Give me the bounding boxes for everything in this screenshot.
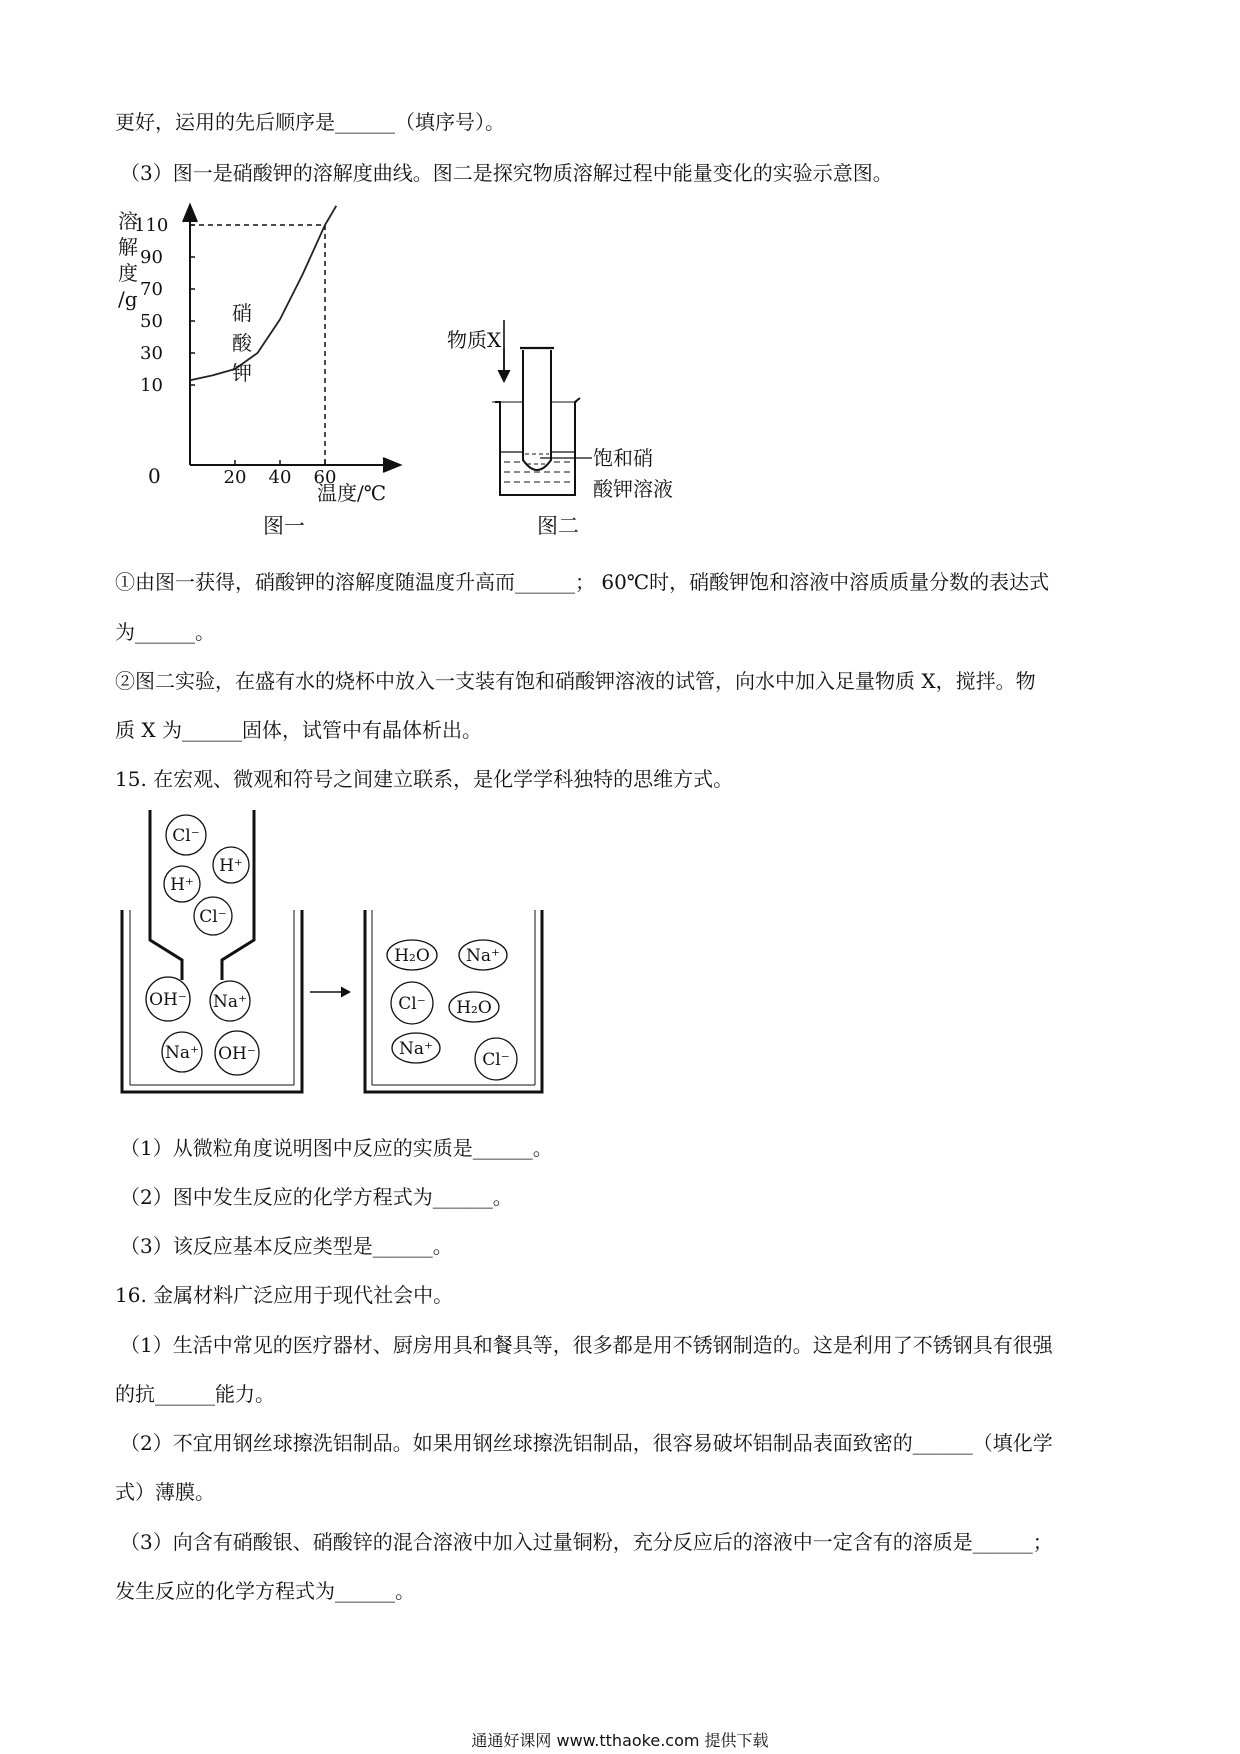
chart-ticks: [190, 225, 325, 465]
question-16-2: （2）不宜用钢丝球擦洗铝制品。如果用钢丝球擦洗铝制品，很容易破坏铝制品表面致密的______（填化学: [120, 1431, 1053, 1455]
particle-na-3: [459, 940, 507, 970]
text-line-17: 发生反应的化学方程式为______。: [115, 1579, 415, 1603]
x-axis-label: 温度/℃: [317, 481, 387, 505]
curve-label-char-2: 酸: [232, 331, 252, 355]
y-tick-50: 50: [140, 311, 163, 332]
y-tick-70: 70: [140, 279, 163, 300]
solution-label-line-2: 酸钾溶液: [593, 477, 673, 501]
svg-text:Cl⁻: Cl⁻: [482, 1050, 510, 1070]
figure-1-caption: 图一: [263, 514, 305, 538]
question-14-3-1: ①由图一获得，硝酸钾的溶解度随温度升高而______； 60℃时，硝酸钾饱和溶液中溶质质量分数的表达式: [115, 570, 1050, 594]
y-axis-arrow: [183, 205, 197, 222]
question-16-3: （3）向含有硝酸银、硝酸锌的混合溶液中加入过量铜粉，充分反应后的溶液中一定含有的溶质是______；: [120, 1530, 1053, 1554]
y-tick-110: 110: [134, 215, 169, 236]
text-line-6: 质 X 为______固体，试管中有晶体析出。: [115, 718, 482, 742]
origin-label: 0: [148, 464, 161, 488]
chart-axes: [183, 205, 400, 472]
question-14-3: （3）图一是硝酸钾的溶解度曲线。图二是探究物质溶解过程中能量变化的实验示意图。: [120, 161, 893, 185]
solution-label-line-1: 饱和硝: [593, 446, 653, 470]
particle-oh-1: [146, 977, 190, 1021]
y-tick-90: 90: [140, 247, 163, 268]
solubility-chart: [110, 200, 430, 530]
svg-text:Na⁺: Na⁺: [399, 1039, 433, 1059]
particle-cl-3: [391, 982, 433, 1024]
particle-cl-2: [194, 897, 232, 935]
text-line-13: 的抗______能力。: [115, 1382, 275, 1406]
particle-oh-2: [215, 1031, 259, 1075]
ylabel-char-3: 度: [118, 261, 138, 285]
particle-h-1: [213, 847, 249, 883]
x-tick-60: 60: [313, 467, 337, 488]
neutralization-diagram: [110, 800, 560, 1100]
ylabel-char-4: /g: [118, 287, 138, 311]
svg-text:Cl⁻: Cl⁻: [199, 907, 227, 927]
question-15: 15. 在宏观、微观和符号之间建立联系，是化学学科独特的思维方式。: [115, 767, 734, 791]
figure-2-caption: 图二: [537, 514, 579, 538]
svg-text:Cl⁻: Cl⁻: [172, 826, 200, 846]
curve-label-char-3: 钾: [232, 361, 252, 385]
question-15-3: （3）该反应基本反应类型是______。: [120, 1234, 453, 1258]
particle-na-4: [392, 1033, 440, 1063]
question-15-1: （1）从微粒角度说明图中反应的实质是______。: [120, 1136, 553, 1160]
particle-na-2: [162, 1032, 202, 1072]
particle-h-2: [164, 866, 200, 902]
test-tube: [523, 350, 551, 470]
svg-text:Na⁺: Na⁺: [466, 946, 500, 966]
page-footer: 通通好课网 www.tthaoke.com 提供下载: [471, 1731, 769, 1750]
ylabel-char-1: 溶: [118, 209, 138, 233]
y-tick-30: 30: [140, 343, 163, 364]
x-axis-arrow: [383, 458, 400, 472]
particle-h2o-2: [449, 992, 499, 1022]
series-line-kno3: [190, 206, 336, 380]
svg-text:OH⁻: OH⁻: [218, 1044, 256, 1064]
y-tick-10: 10: [140, 375, 163, 396]
question-15-2: （2）图中发生反应的化学方程式为______。: [120, 1185, 513, 1209]
svg-text:Na⁺: Na⁺: [213, 992, 247, 1012]
question-16-1: （1）生活中常见的医疗器材、厨房用具和餐具等，很多都是用不锈钢制造的。这是利用了不锈钢具有很强: [120, 1333, 1053, 1357]
particle-cl-4: [475, 1038, 517, 1080]
svg-text:OH⁻: OH⁻: [149, 990, 187, 1010]
x-tick-20: 20: [223, 467, 247, 488]
curve-label-char-1: 硝: [232, 301, 252, 325]
ylabel-char-2: 解: [118, 235, 138, 259]
svg-text:H⁺: H⁺: [219, 856, 243, 876]
x-tick-40: 40: [268, 467, 292, 488]
text-line-4: 为______。: [115, 620, 215, 644]
svg-text:H⁺: H⁺: [170, 875, 194, 895]
text-line-1: 更好，运用的先后顺序是______（填序号）。: [115, 110, 505, 134]
x-tick-labels: [224, 467, 337, 488]
question-14-3-2: ②图二实验，在盛有水的烧杯中放入一支装有饱和硝酸钾溶液的试管，向水中加入足量物质 X，搅拌。物: [115, 669, 1036, 693]
svg-text:H₂O: H₂O: [394, 946, 430, 966]
svg-text:H₂O: H₂O: [456, 998, 492, 1018]
dropper-right-wall: [222, 810, 254, 980]
text-line-15: 式）薄膜。: [115, 1480, 215, 1504]
particle-na-1: [210, 981, 250, 1021]
question-16: 16. 金属材料广泛应用于现代社会中。: [115, 1283, 454, 1307]
substance-x-label: 物质X: [447, 328, 502, 352]
svg-text:Cl⁻: Cl⁻: [398, 994, 426, 1014]
particle-h2o-1: [387, 940, 437, 970]
substance-arrowhead: [498, 370, 510, 382]
y-tick-labels: [134, 215, 168, 396]
svg-text:Na⁺: Na⁺: [165, 1043, 199, 1063]
particle-cl-1: [166, 815, 206, 855]
